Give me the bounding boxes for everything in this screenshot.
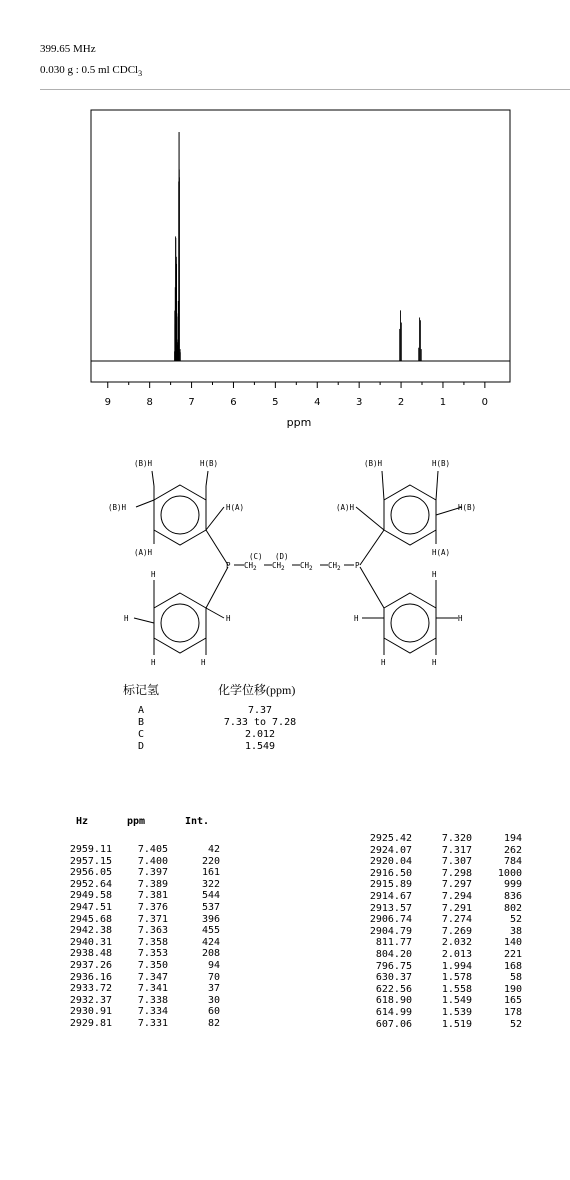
x-tick-label-9: 9 <box>104 397 111 408</box>
left-row-7-col-1: 7.363 <box>137 925 168 937</box>
right-row-14-col-0: 618.90 <box>375 995 412 1007</box>
right-row-5-col-1: 7.294 <box>441 891 472 902</box>
left-row-13-col-1: 7.338 <box>137 994 168 1006</box>
label-bh-3: (B)H <box>364 459 383 468</box>
phosphorus-right: P <box>355 561 360 570</box>
right-row-4-col-2: 999 <box>503 879 522 891</box>
label-chain-c: (C) <box>249 552 263 561</box>
x-tick-label-5: 5 <box>272 397 279 408</box>
right-row-2-col-1: 7.307 <box>441 856 472 868</box>
left-row-8-col-0: 2940.31 <box>69 936 112 948</box>
left-row-10-col-0: 2937.26 <box>69 960 112 971</box>
x-tick-label-3: 3 <box>355 397 363 408</box>
left-row-6-col-1: 7.371 <box>137 913 168 925</box>
right-row-9-col-1: 2.032 <box>441 937 472 949</box>
shift-col-label-title: 标记氢 <box>123 683 160 697</box>
aromatic-circle-3 <box>391 496 429 534</box>
label-bh-2: (B)H <box>108 503 127 512</box>
right-row-10-col-2: 221 <box>503 949 522 960</box>
right-row-6-col-2: 802 <box>503 902 522 914</box>
left-row-10-col-2: 94 <box>207 960 220 971</box>
left-row-15-col-1: 7.331 <box>137 1018 168 1029</box>
phenyl-ring-1 <box>154 485 206 545</box>
right-row-12-col-2: 58 <box>509 972 522 984</box>
right-row-5-col-0: 2914.67 <box>369 891 412 902</box>
left-row-7-col-0: 2942.38 <box>69 925 112 937</box>
left-row-12-col-1: 7.341 <box>137 983 168 995</box>
label-ha-1: H(A) <box>226 503 245 512</box>
right-row-10-col-0: 804.20 <box>375 949 412 960</box>
left-row-10-col-1: 7.350 <box>137 960 168 971</box>
left-row-15-col-2: 82 <box>207 1018 220 1029</box>
x-tick-label-7: 7 <box>188 397 195 408</box>
left-row-2-col-0: 2956.05 <box>69 867 112 879</box>
label-hb-2: H(B) <box>432 459 451 468</box>
label-h-2: H <box>124 614 129 623</box>
left-row-3-col-0: 2952.64 <box>69 878 112 890</box>
right-row-16-col-2: 52 <box>509 1018 522 1030</box>
left-row-3-col-1: 7.389 <box>137 878 168 890</box>
left-row-5-col-0: 2947.51 <box>69 902 112 913</box>
peak-table-header-hz: Hz <box>76 816 89 827</box>
label-h-4: H <box>151 658 156 667</box>
right-row-13-col-0: 622.56 <box>375 983 412 995</box>
label-ha-2: H(A) <box>432 548 451 557</box>
label-h-1: H <box>151 570 156 579</box>
spectrometer-frequency: 399.65 MHz <box>40 43 96 55</box>
peak-table-header-ppm: ppm <box>127 816 146 827</box>
phosphorus-left: P <box>226 561 231 570</box>
shift-col-value-title: 化学位移(ppm) <box>218 683 296 697</box>
left-row-14-col-1: 7.334 <box>137 1006 168 1018</box>
right-row-7-col-1: 7.274 <box>441 914 472 926</box>
left-row-4-col-1: 7.381 <box>137 890 168 902</box>
right-row-12-col-1: 1.578 <box>441 972 472 984</box>
right-row-7-col-0: 2906.74 <box>369 914 412 926</box>
right-row-11-col-2: 168 <box>503 960 522 972</box>
right-row-10-col-1: 2.013 <box>441 949 472 960</box>
shift-value-c: 2.012 <box>244 729 276 740</box>
left-row-0-col-2: 42 <box>207 844 220 855</box>
label-h-7: H <box>354 614 359 623</box>
peak-table-header-int: Int. <box>185 816 210 827</box>
right-row-1-col-0: 2924.07 <box>369 844 412 856</box>
right-row-11-col-1: 1.994 <box>441 960 472 972</box>
x-tick-label-0: 0 <box>481 397 489 408</box>
right-row-3-col-2: 1000 <box>497 867 522 879</box>
label-h-5: H <box>201 658 206 667</box>
right-row-7-col-2: 52 <box>509 914 522 926</box>
left-row-3-col-2: 322 <box>201 878 220 890</box>
left-row-2-col-2: 161 <box>201 867 220 879</box>
left-row-11-col-2: 70 <box>207 971 220 983</box>
phenyl-ring-3 <box>384 485 436 545</box>
right-row-1-col-1: 7.317 <box>441 844 472 856</box>
left-row-7-col-2: 455 <box>201 925 220 937</box>
right-row-2-col-2: 784 <box>503 856 522 868</box>
left-row-1-col-2: 220 <box>201 855 220 867</box>
left-row-8-col-2: 424 <box>201 936 220 948</box>
x-axis-label: ppm <box>286 416 312 429</box>
right-row-13-col-1: 1.558 <box>441 983 472 995</box>
label-bh-1: (B)H <box>134 459 153 468</box>
right-row-4-col-1: 7.297 <box>441 879 472 891</box>
shift-label-b: B <box>138 717 145 728</box>
left-row-6-col-0: 2945.68 <box>69 913 112 925</box>
ch2-1: $CH_2$ <box>244 561 257 572</box>
label-hb-1: H(B) <box>200 459 219 468</box>
shift-value-a: 7.37 <box>247 705 273 716</box>
right-row-8-col-1: 7.269 <box>441 925 472 937</box>
sample-subscript: 3 <box>138 69 143 79</box>
sample-text: 0.030 g : 0.5 ml CDCl <box>40 64 139 76</box>
label-ah-2: (A)H <box>336 503 355 512</box>
right-row-14-col-1: 1.549 <box>441 995 472 1007</box>
left-row-13-col-2: 30 <box>207 994 220 1006</box>
right-row-1-col-2: 262 <box>503 844 522 856</box>
left-row-6-col-2: 396 <box>201 913 220 925</box>
left-row-2-col-1: 7.397 <box>137 867 168 879</box>
aromatic-circle-4 <box>391 604 429 642</box>
x-tick-label-6: 6 <box>230 397 237 408</box>
left-row-4-col-2: 544 <box>201 890 220 902</box>
left-row-11-col-1: 7.347 <box>137 971 168 983</box>
left-row-9-col-0: 2938.48 <box>69 948 112 960</box>
left-row-14-col-2: 60 <box>207 1006 220 1018</box>
label-hb-3: H(B) <box>458 503 477 512</box>
phenyl-ring-4 <box>384 593 436 653</box>
left-row-0-col-1: 7.405 <box>137 844 168 855</box>
right-row-16-col-0: 607.06 <box>375 1018 412 1030</box>
x-tick-label-2: 2 <box>397 397 405 408</box>
left-row-11-col-0: 2936.16 <box>69 971 112 983</box>
right-row-11-col-0: 796.75 <box>375 960 412 972</box>
right-row-0-col-1: 7.320 <box>441 833 472 844</box>
right-row-15-col-1: 1.539 <box>441 1007 472 1018</box>
right-row-3-col-1: 7.298 <box>441 867 472 879</box>
label-chain-d: (D) <box>275 552 289 561</box>
left-row-9-col-1: 7.353 <box>137 948 168 960</box>
label-ah-1: (A)H <box>134 548 153 557</box>
label-h-8: H <box>458 614 463 623</box>
shift-label-d: D <box>138 741 145 752</box>
shift-value-b: 7.33 to 7.28 <box>223 717 297 728</box>
right-row-9-col-0: 811.77 <box>375 937 412 949</box>
right-row-8-col-2: 38 <box>509 925 522 937</box>
left-row-5-col-2: 537 <box>201 902 220 913</box>
right-row-13-col-2: 190 <box>503 983 522 995</box>
right-row-4-col-0: 2915.89 <box>369 879 412 891</box>
shift-label-a: A <box>138 705 145 716</box>
right-row-0-col-2: 194 <box>503 833 522 844</box>
right-row-12-col-0: 630.37 <box>375 972 412 984</box>
ch2-4: $CH_2$ <box>328 561 341 572</box>
ch2-3: $CH_2$ <box>300 561 313 572</box>
right-row-6-col-0: 2913.57 <box>369 902 412 914</box>
aromatic-circle-1 <box>161 496 199 534</box>
phenyl-ring-2 <box>154 593 206 653</box>
shift-value-d: 1.549 <box>244 741 276 752</box>
left-row-9-col-2: 208 <box>201 948 220 960</box>
left-row-13-col-0: 2932.37 <box>69 994 112 1006</box>
shift-label-c: C <box>138 729 145 740</box>
right-row-2-col-0: 2920.04 <box>369 856 412 868</box>
right-row-5-col-2: 836 <box>503 891 522 902</box>
right-row-9-col-2: 140 <box>503 937 522 949</box>
label-h-9: H <box>381 658 386 667</box>
left-row-1-col-0: 2957.15 <box>69 855 112 867</box>
x-tick-label-1: 1 <box>439 397 447 408</box>
right-row-16-col-1: 1.519 <box>441 1018 472 1030</box>
left-row-0-col-0: 2959.11 <box>69 844 112 855</box>
left-row-8-col-1: 7.358 <box>137 936 168 948</box>
left-row-1-col-1: 7.400 <box>137 855 168 867</box>
right-row-15-col-0: 614.99 <box>375 1007 412 1018</box>
right-row-3-col-0: 2916.50 <box>369 867 412 879</box>
right-row-8-col-0: 2904.79 <box>369 925 412 937</box>
x-tick-label-4: 4 <box>314 397 321 408</box>
ch2-2: $CH_2$ <box>272 561 285 572</box>
left-row-14-col-0: 2930.91 <box>69 1006 112 1018</box>
left-row-12-col-0: 2933.72 <box>69 983 112 995</box>
right-row-14-col-2: 165 <box>503 995 522 1007</box>
x-tick-label-8: 8 <box>146 397 153 408</box>
label-h-6: H <box>432 570 437 579</box>
left-row-4-col-0: 2949.58 <box>69 890 112 902</box>
label-h-10: H <box>432 658 437 667</box>
left-row-5-col-1: 7.376 <box>137 902 168 913</box>
aromatic-circle-2 <box>161 604 199 642</box>
right-row-0-col-0: 2925.42 <box>369 833 412 844</box>
left-row-12-col-2: 37 <box>207 983 220 995</box>
right-row-6-col-1: 7.291 <box>441 902 472 914</box>
label-h-3: H <box>226 614 231 623</box>
right-row-15-col-2: 178 <box>503 1007 522 1018</box>
left-row-15-col-0: 2929.81 <box>69 1018 112 1029</box>
